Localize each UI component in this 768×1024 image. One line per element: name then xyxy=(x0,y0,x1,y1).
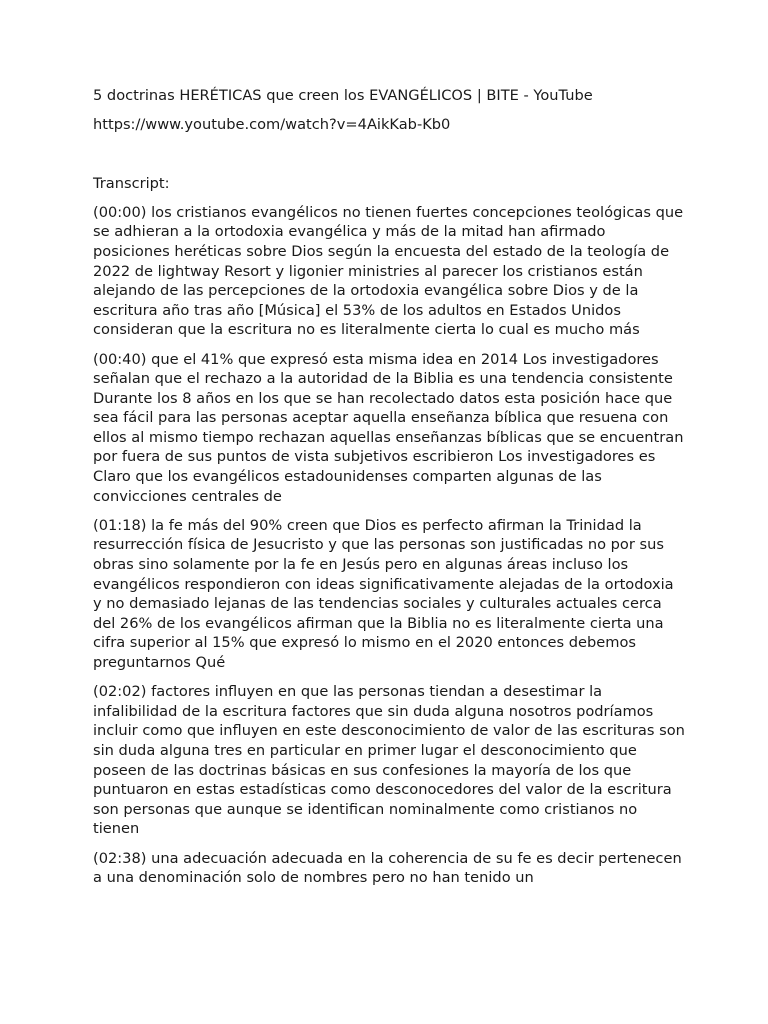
video-url: https://www.youtube.com/watch?v=4AikKab-Kb0 xyxy=(93,116,451,134)
transcript-label: Transcript: xyxy=(93,174,170,192)
transcript-paragraph: (00:00) los cristianos evangélicos no tienen fuertes concepciones teológicas que se adhieran a la ortodoxia evangélica y más de la mitad han afirmado posiciones heréticas sobre Dios según la encuesta del estado de la teología de 2022 de lightway Resort y ligonier ministries al parecer los cristianos están alejando de las percepciones de la ortodoxia evangélica sobre Dios y de la escritura año tras año [Música] el 53% de los adultos en Estados Unidos consideran que la escritura no es literalmente cierta lo cual es mucho más xyxy=(93,203,684,339)
document-title: 5 doctrinas HERÉTICAS que creen los EVANGÉLICOS | BITE - YouTube xyxy=(93,87,593,104)
transcript-paragraph: (00:40) que el 41% que expresó esta misma idea en 2014 Los investigadores señalan que el rechazo a la autoridad de la Biblia es una tendencia consistente Durante los 8 años en los que se han recolectado datos esta posición hace que sea fácil para las personas aceptar aquella enseñanza bíblica que resuena con ellos al mismo tiempo rechazan aquellas enseñanzas bíblicas que se encuentran por fuera de sus puntos de vista subjetivos escribieron Los investigadores es Claro que los evangélicos estadounidenses comparten algunas de las convicciones centrales de xyxy=(93,350,684,505)
transcript-paragraph: (01:18) la fe más del 90% creen que Dios es perfecto afirman la Trinidad la resurrección física de Jesucristo y que las personas son justificadas no por sus obras sino solamente por la fe en Jesús pero en algunas áreas incluso los evangélicos respondieron con ideas significativamente alejadas de la ortodoxia y no demasiado lejanas de las tendencias sociales y culturales actuales cerca del 26% de los evangélicos afirman que la Biblia no es literalmente cierta una cifra superior al 15% que expresó lo mismo en el 2020 entonces debemos preguntarnos Qué xyxy=(93,516,674,671)
transcript-paragraph: (02:38) una adecuación adecuada en la coherencia de su fe es decir pertenecen a una denominación solo de nombres pero no han tenido un xyxy=(93,849,682,887)
blank-line xyxy=(93,144,685,173)
document-body xyxy=(93,86,685,897)
transcript-paragraph: (02:02) factores influyen en que las personas tiendan a desestimar la infalibilidad de la escritura factores que sin duda alguna nosotros podríamos incluir como que influyen en este desconocimiento de valor de las escrituras son sin duda alguna tres en particular en primer lugar el desconocimiento que poseen de las doctrinas básicas en sus confesiones la mayoría de los que puntuaron en estas estadísticas como desconocedores del valor de la escritura son personas que aunque se identifican nominalmente como cristianos no tienen xyxy=(93,683,685,838)
